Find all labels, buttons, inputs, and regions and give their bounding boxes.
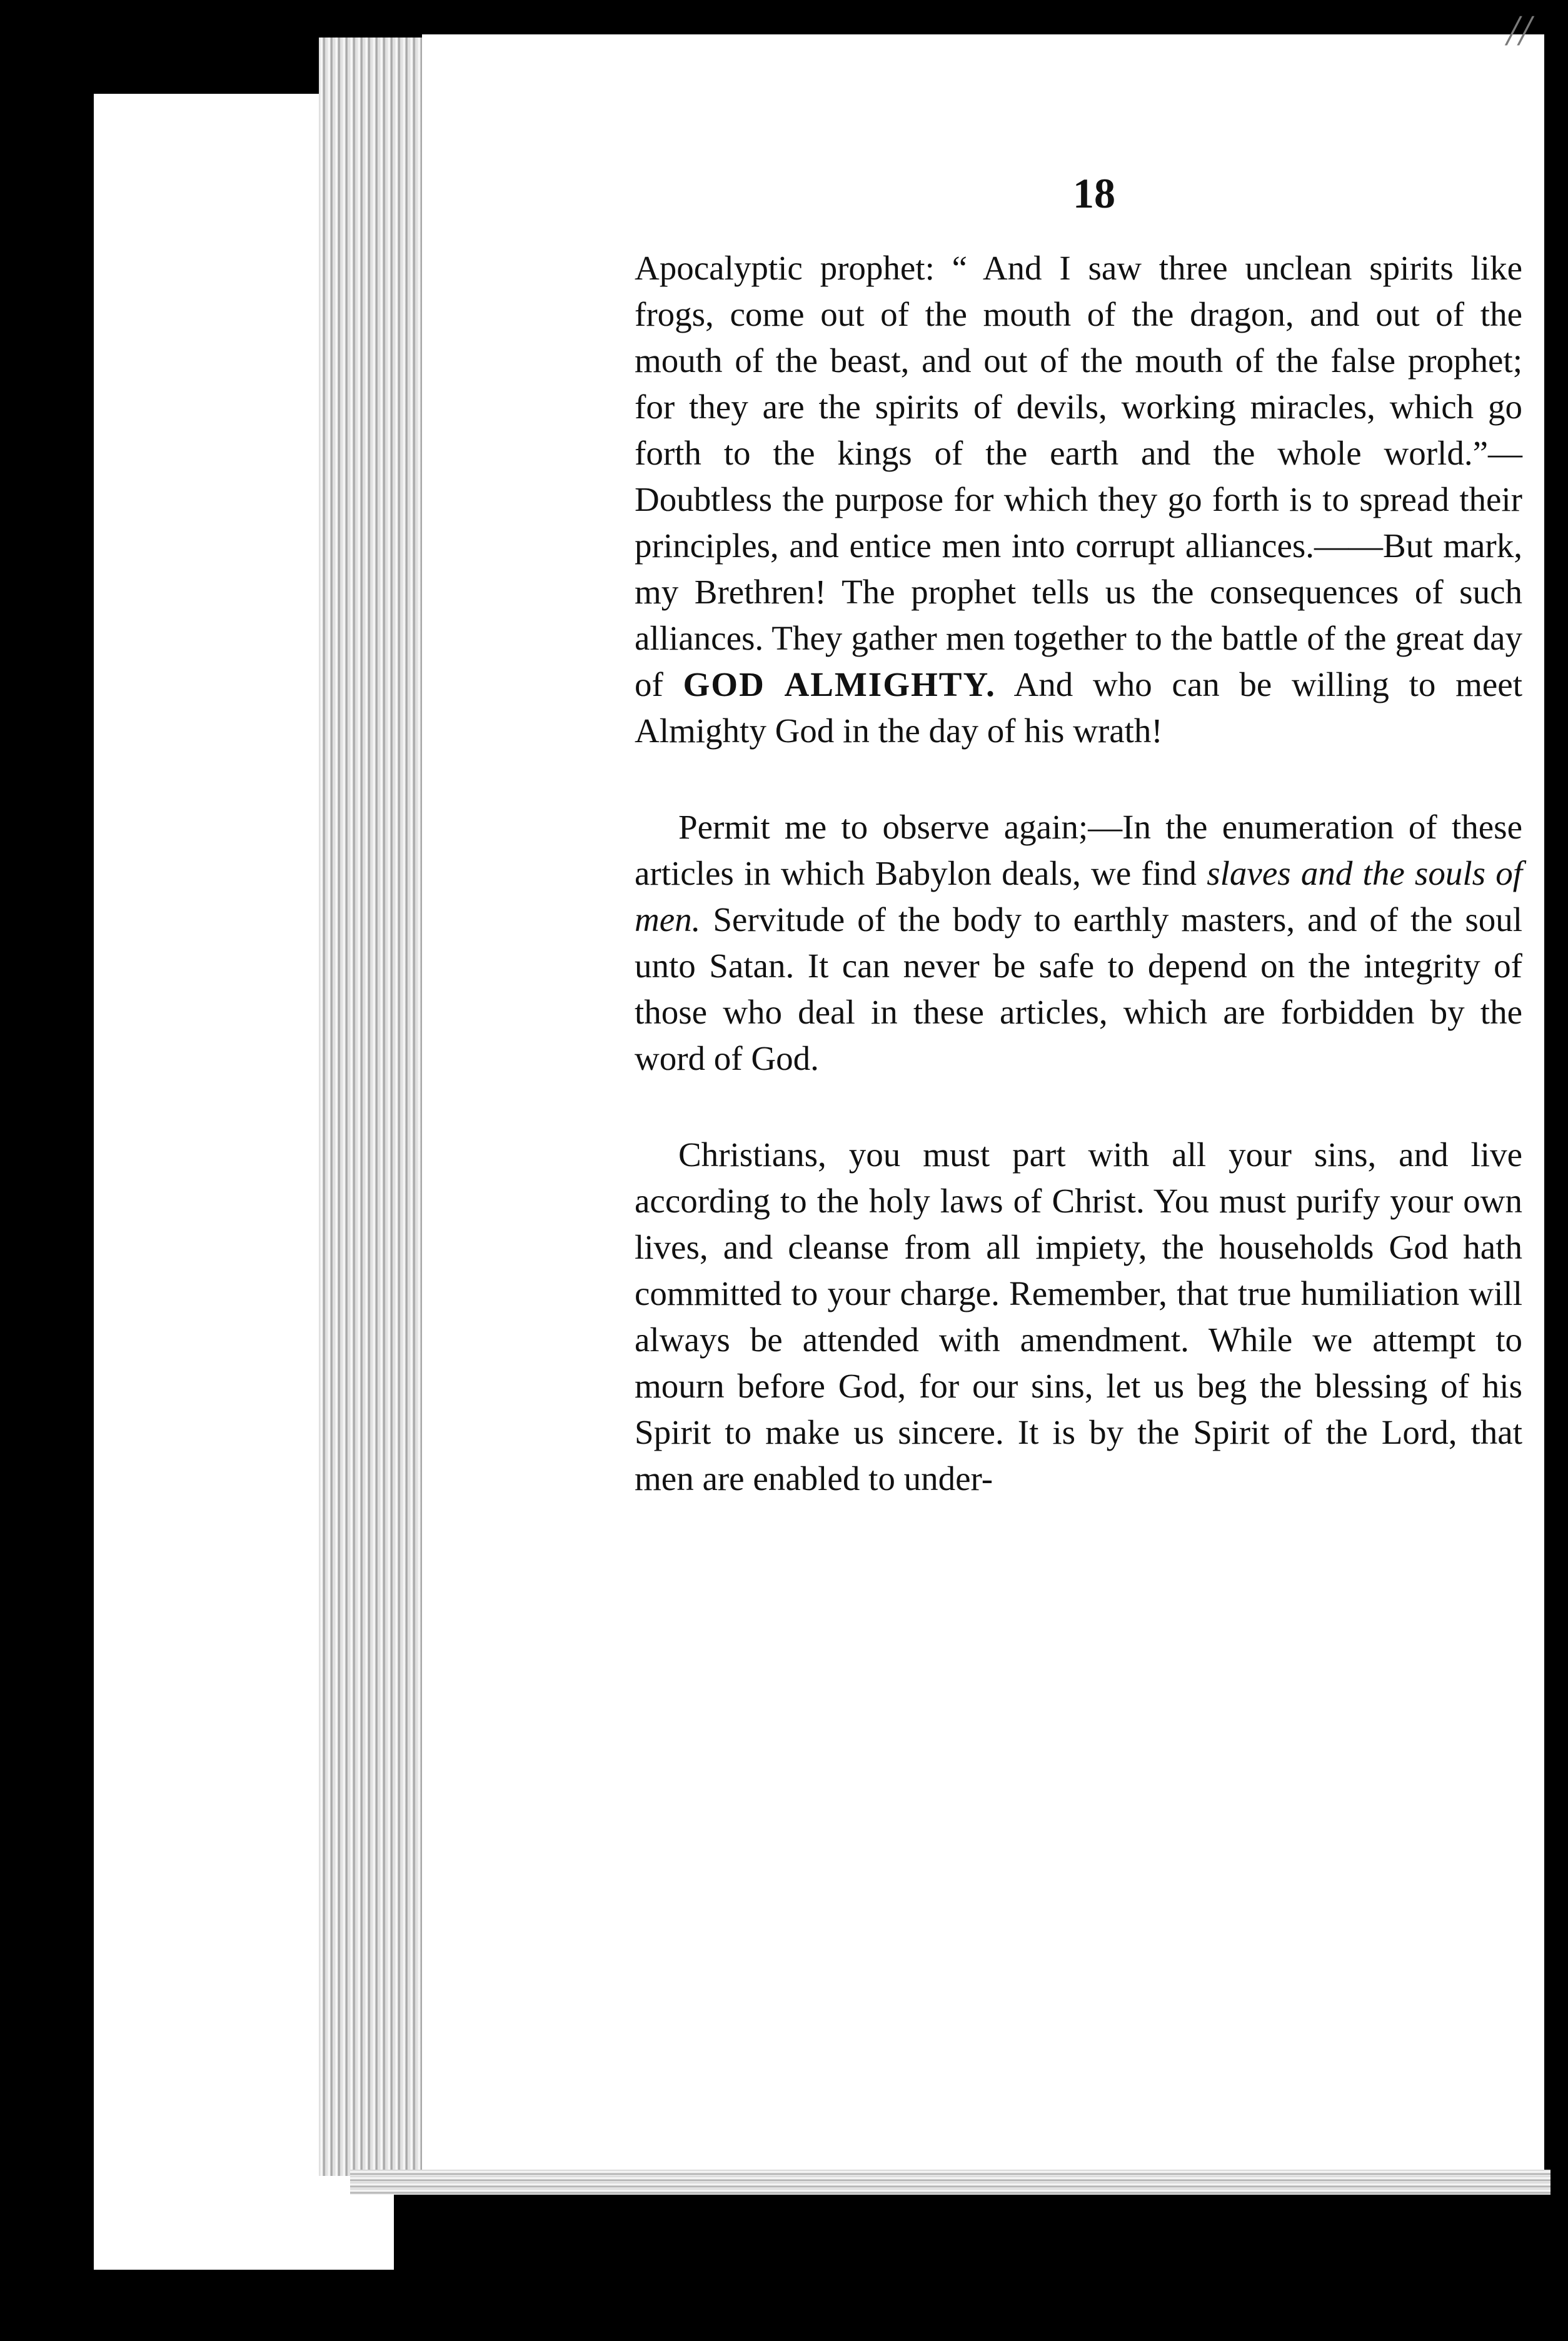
paragraph-text: Permit me to observe again;—In the enumeration of these articles in which Babylon deals, we find: [635, 808, 1522, 892]
italic-phrase: slaves and the souls of men.: [635, 854, 1522, 939]
page-body: [635, 245, 1522, 1552]
god-almighty-emphasis: GOD ALMIGHTY.: [683, 665, 996, 703]
paragraph-christians: Christians, you must part with all your sins, and live according to the holy laws of Christ. You must purify your own lives, and cleanse from all impiety, the households God hath committed to your charge. Remember, that true humiliation will always be attended with amendment. While we attempt to mourn before God, for our sins, let us beg the blessing of his Spirit to make us sincere. It is by the Spirit of the Lord, that men are enabled to under-: [635, 1135, 1522, 1498]
corner-handwritten-mark: //: [1507, 7, 1531, 55]
page-number: 18: [1073, 169, 1115, 217]
paragraph-enumeration: [635, 804, 1522, 1082]
page-stack-edges: [319, 38, 425, 2176]
paragraph-text: Servitude of the body to earthly masters, and of the soul unto Satan. It can never be safe to depend on the integrity of those who deal in these articles, which are forbidden by the word of God.: [635, 900, 1522, 1077]
paragraph-apocalyptic-prophet: [635, 245, 1522, 754]
page-stack-bottom: [350, 2170, 1550, 2195]
paragraph-text: Apocalyptic prophet: “ And I saw three unclean spirits like frogs, come out of the mouth of the dragon, and out of the mouth of the beast, and out of the mouth of the false prophet; for they are the spirits of devils, working miracles, which go forth to the kings of the earth and the whole world.”— Doubtless the purpose for which they go forth is to spread their principles, and entice men into corrupt alliances.——But mark, my Brethren! The prophet tells us the consequences of such alliances. They gather men together to the battle of the great day of: [635, 249, 1522, 703]
paragraph-text: And who can be willing to meet Almighty God in the day of his wrath!: [635, 665, 1522, 750]
